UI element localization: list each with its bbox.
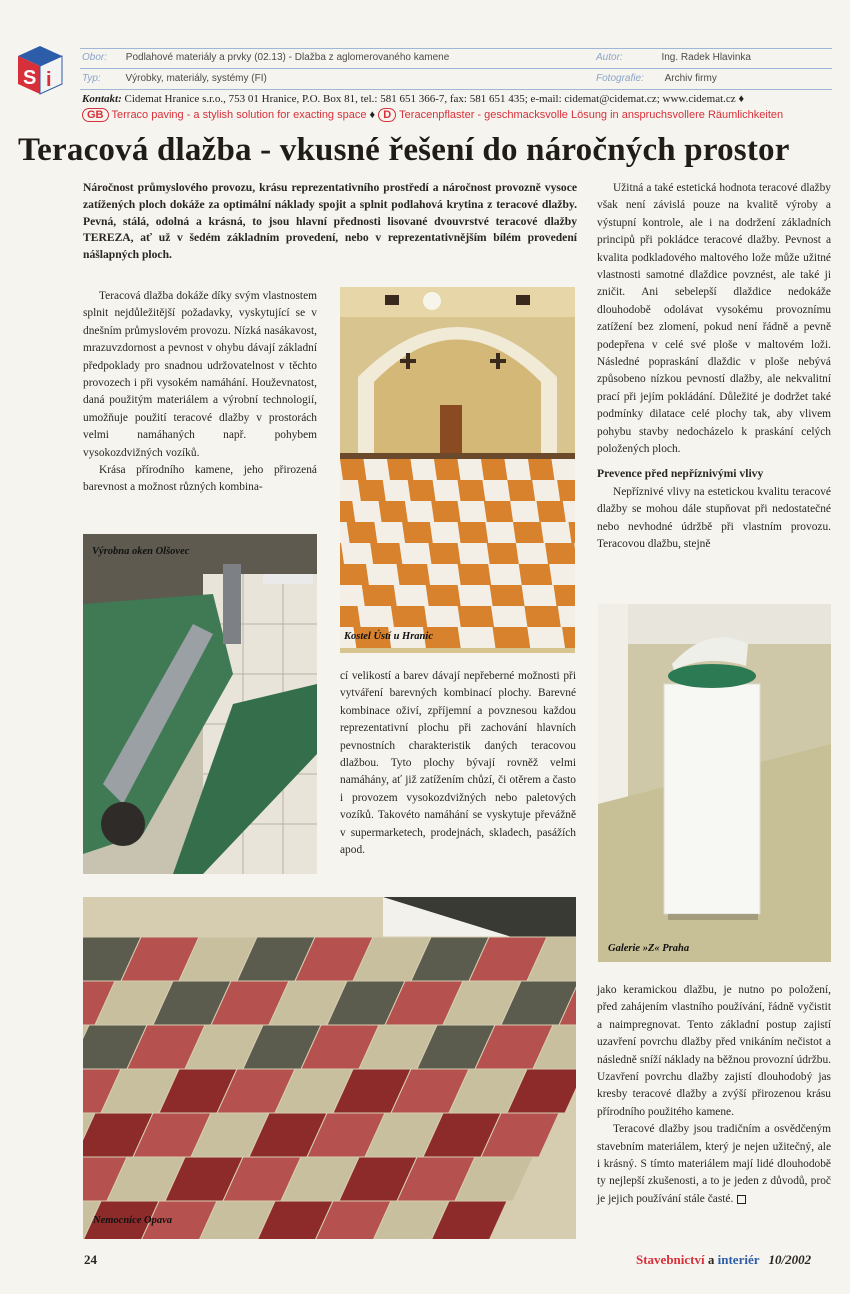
header-rule-mid — [80, 68, 832, 69]
lead-paragraph: Náročnost průmyslového provozu, krásu reprezentativního prostředí a náročnost provozně vysoce zatížených ploch dokáže za optimální náklady spojit a splnit podlahová krytina z teracové dlažby. Pevná, stálá, odolná a krásná, to jsou hlavní přednosti lisované dvouvrstvé teracové dlažby TEREZA, ať už v šedém základním provedení, nebo v reprezentativnějším bílém provedení nášlapných ploch. — [83, 181, 577, 262]
column-2 — [340, 668, 576, 859]
column-3 — [597, 180, 831, 554]
magazine-name: Stavebnictví a interiér 10/2002 — [636, 1252, 812, 1267]
diamond-icon: ♦ — [738, 93, 745, 105]
gb-summary: Terraco paving - a stylish solution for exacting space — [111, 109, 367, 121]
column-1 — [83, 288, 317, 497]
column-3-continued — [597, 982, 831, 1208]
page-number: 24 — [84, 1252, 97, 1267]
end-of-article-icon — [737, 1195, 746, 1204]
caption-factory: Výrobna oken Olšovec — [92, 546, 190, 557]
d-summary: Teracenpflaster - geschmacksvolle Lösung in anspruchsvollere Räumlichkeiten — [399, 109, 784, 121]
d-badge: D — [378, 108, 396, 122]
contact-line: Kontakt: Cidemat Hranice s.r.o., 753 01 Hranice, P.O. Box 81, tel.: 581 651 366-7, fax: 581 651 435; e-mail: cidemat@cidemat.cz; www.cidemat.cz ♦ — [82, 93, 745, 105]
diamond-icon: ♦ — [369, 109, 376, 121]
header-rule-top — [80, 48, 832, 49]
si-logo — [16, 44, 64, 96]
meta-autor: Autor: Ing. Radek Hlavinka — [596, 52, 751, 63]
caption-gallery: Galerie »Z« Praha — [608, 943, 690, 954]
meta-typ: Typ: Výrobky, materiály, systémy (FI) — [82, 73, 267, 84]
svg-text:i: i — [46, 69, 52, 91]
paragraph: Nepříznivé vlivy na estetickou kvalitu teracové dlažby se mohou dále stupňovat při nedostatečné nebo nevhodné údržbě při vlastním provozu. Teracovou dlažbu, stejně — [597, 485, 831, 551]
photo-factory — [83, 534, 317, 874]
language-summaries — [82, 108, 783, 122]
header-rule-bottom — [80, 89, 832, 90]
paragraph: cí velikostí a barev dávají nepřeberné možnosti při vytváření barevných kombinací plochy. Barevné kombinace oživí, zpříjemní a povznesou každou reprezentativní plochu při zachování hlavních pevnostních charakteristik daných teracovou dlažbou. Tyto plochy bývají rovněž velmi namáhány, ať již zatížením chůzí, či otěrem a často i provozem vysokozdvižných nebo paletových vozíků. Takovéto namáhání se vyskytuje převážně v supermarketech, prodejnách, skladech, pasážích apod. — [340, 670, 576, 857]
paragraph: Teracová dlažba dokáže díky svým vlastnostem splnit nejdůležitější požadavky, vyskytující se v dnešním průmyslovém provozu. Nízká nasákavost, mrazuvzdornost a pevnost v ohybu dávají základní předpoklady pro snadnou udržovatelnost v těchto provozech i při vysokém namáhání. Houževnatost, daná použitým materiálem a výrobní technologií, umožňuje použití teracové dlažby v prostorách velmi namáhaných např. pohybem vysokozdvižných vozíků. — [83, 290, 317, 459]
svg-text:S: S — [23, 67, 37, 89]
paragraph: jako keramickou dlažbu, je nutno po položení, před zahájením vlastního používání, řádně vyčistit a naimpregnovat. Tento základní postup zajistí uzavření povrchu dlažby před vnikáním nečistot a následně sníží náklady na běžnou provozní údržbu. Uzavření povrchu dlažby zajistí dlouhodobý jas kresby teracové dlažby a zvýší přirozenou krásu přírodního použitého kamene. — [597, 984, 831, 1118]
caption-hospital: Nemocnice Opava — [93, 1215, 173, 1226]
gb-badge: GB — [82, 108, 109, 122]
photo-gallery — [598, 604, 831, 962]
meta-obor: Obor: Podlahové materiály a prvky (02.13) - Dlažba z aglomerovaného kamene — [82, 52, 450, 63]
paragraph: Užitná a také estetická hodnota teracové dlažby však není závislá pouze na kvalitě výroby a výstupní kontrole, ale i na dodržení základních principů při pokládce teracové dlažby. Pevnost a kvalita podkladového maltového lože může užitné vlastnosti samotné dlaždice povznést, ale také ji zničit. Ani sebelepší dlaždice nedokáže dlouhodobě odolávat vysokému provoznímu zatížení bez zlomení, pokud není řádně a pevně podepřena v celé své ploše v maltovém loži. Následné popraskání dlaždic v ploše nebývá způsobeno nízkou pevností dlažby, ale nekvalitní prací při jejím pokládání. Důležité je dodržet také podmínky dilatace celé plochy tak, aby vlivem pohybu stavby nedocházelo k praskání celých položených ploch. — [597, 182, 831, 456]
photo-church — [340, 287, 575, 653]
caption-church: Kostel Ústí u Hranic — [344, 631, 433, 642]
photo-hospital — [83, 897, 576, 1239]
paragraph: Teracové dlažby jsou tradičním a osvědčeným stavebním materiálem, který je nejen užitečný, ale i krásný. S tímto materiálem mají lidé dlouhodobě ty nejlepší zkušenosti, a to je jeden z důvodů, proč je jejich používání stále časté. — [597, 1123, 831, 1205]
paragraph: Krása přírodního kamene, jeho přirozená barevnost a možnost různých kombina- — [83, 464, 317, 494]
meta-fotografie: Fotografie: Archiv firmy — [596, 73, 717, 84]
article-title: Teracová dlažba - vkusné řešení do náročných prostor — [18, 132, 790, 168]
section-heading: Prevence před nepříznivými vlivy — [597, 466, 764, 480]
